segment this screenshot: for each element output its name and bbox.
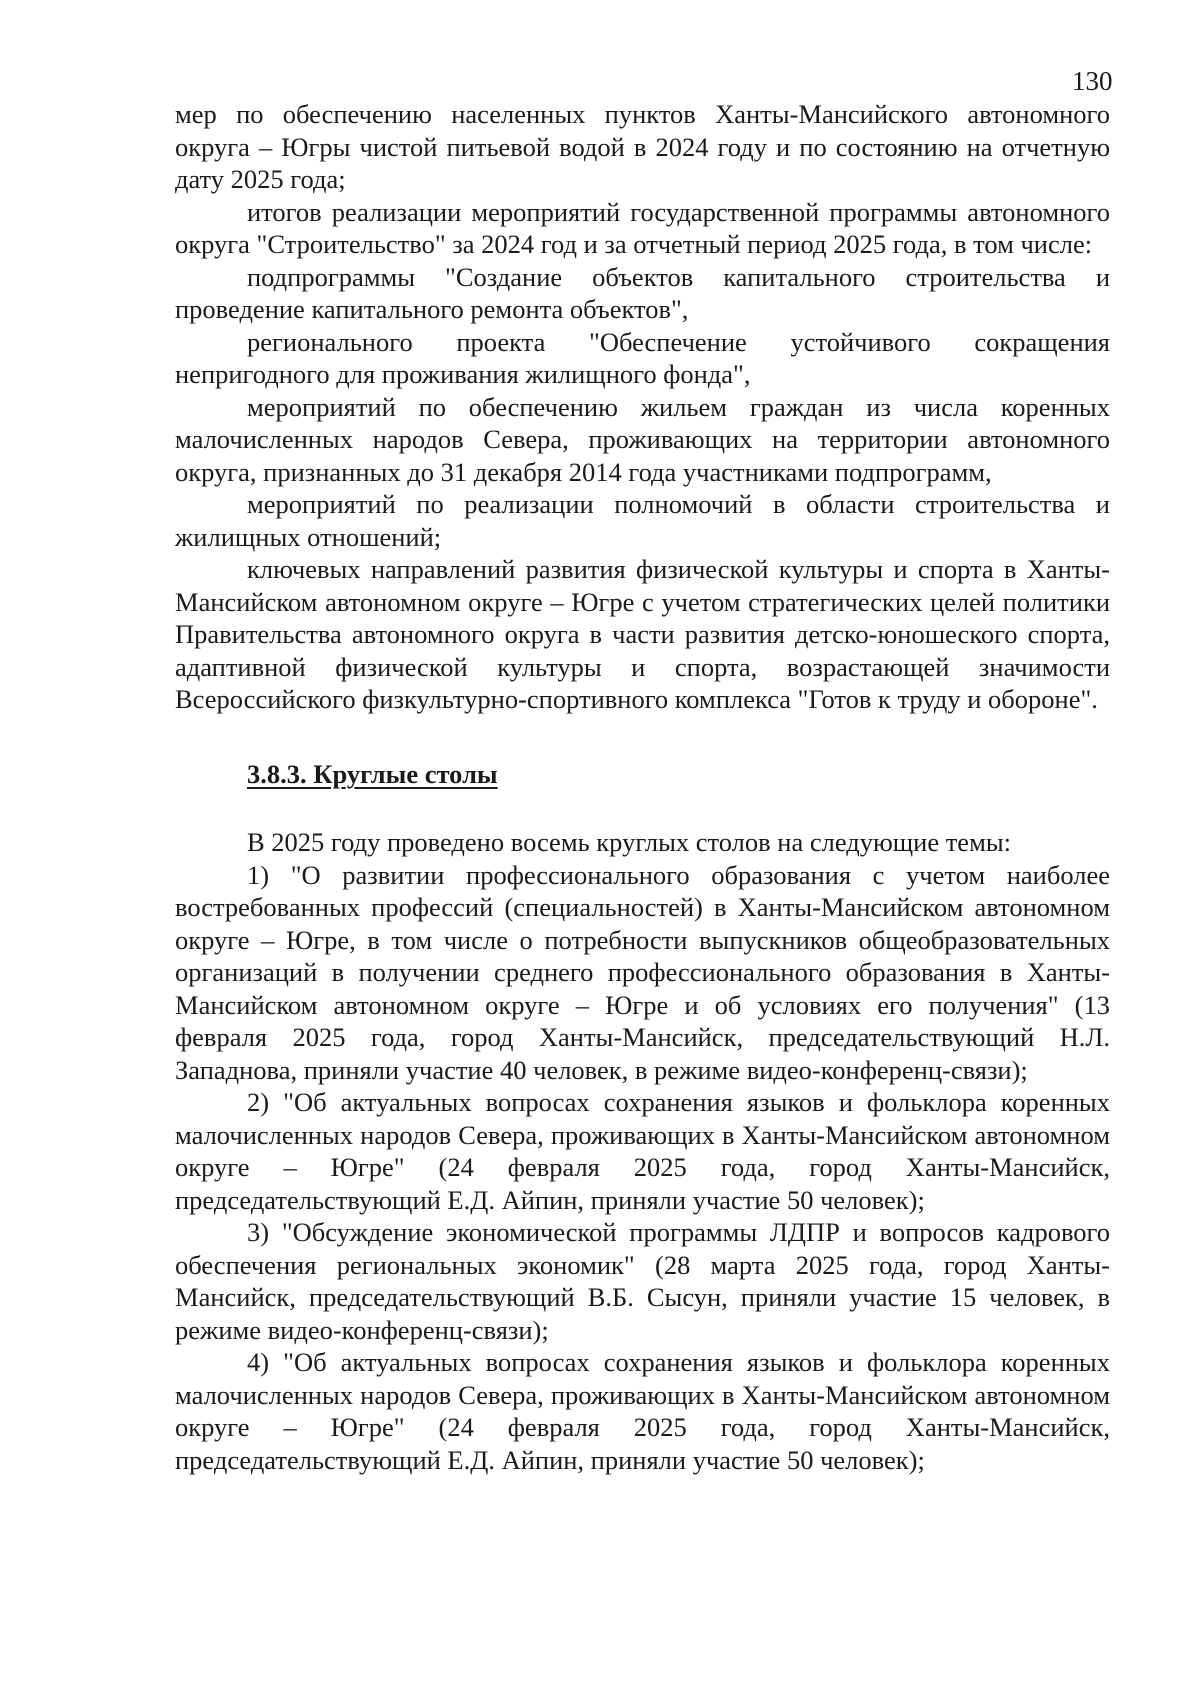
paragraph-construction-powers: мероприятий по реализации полномочий в области строительства и жилищных отношений; — [175, 489, 1110, 552]
list-item: 4) "Об актуальных вопросах сохранения языков и фольклора коренных малочисленных народов Севера, проживающих в Ханты-Мансийском автономном округе – Югре" (24 февраля 2025 года, город Ханты-Мансийск, председательствующий Е.Д. Айпин, приняли участие 50 человек); — [175, 1347, 1110, 1475]
list-item: 2) "Об актуальных вопросах сохранения языков и фольклора коренных малочисленных народов Севера, проживающих в Ханты-Мансийском автономном округе – Югре" (24 февраля 2025 года, город Ханты-Мансийск, председательствующий Е.Д. Айпин, приняли участие 50 человек); — [175, 1087, 1110, 1215]
paragraph-sports: ключевых направлений развития физической культуры и спорта в Ханты-Мансийском автономном округе – Югре с учетом стратегических целей политики Правительства автономного округа в части развития детско-юношеского спорта, адаптивной физической культуры и спорта, возрастающей значимости Всероссийского физкультурно-спортивного комплекса "Готов к труду и обороне". — [175, 554, 1110, 714]
paragraph-water-supply: мер по обеспечению населенных пунктов Ханты-Мансийского автономного округа – Югры чистой питьевой водой в 2024 году и по состоянию на отчетную дату 2025 года; — [175, 99, 1110, 194]
section-heading: 3.8.3. Круглые столы — [247, 758, 498, 789]
list-item: 1) "О развитии профессионального образования с учетом наиболее востребованных профессий (специальностей) в Ханты-Мансийском автономном округе – Югре, в том числе о потребности выпускников общеобразовательных организаций в получении среднего профессионального образования в Ханты-Мансийском автономном округе – Югре и об условиях его получения" (13 февраля 2025 года, город Ханты-Мансийск, председательствующий Н.Л. Западнова, приняли участие 40 человек, в режиме видео-конференц-связи); — [175, 859, 1110, 1085]
page-number: 130 — [1072, 66, 1113, 96]
intro-paragraph: В 2025 году проведено восемь круглых столов на следующие темы: — [247, 827, 1012, 857]
paragraph-construction-program: итогов реализации мероприятий государственной программы автономного округа "Строительство" за 2024 год и за отчетный период 2025 года, в том числе: — [175, 196, 1110, 259]
paragraph-indigenous-housing: мероприятий по обеспечению жильем граждан из числа коренных малочисленных народов Севера, проживающих на территории автономного округа, признанных до 31 декабря 2014 года участниками подпрограмм, — [175, 391, 1110, 487]
list-item: 3) "Обсуждение экономической программы ЛДПР и вопросов кадрового обеспечения региональных экономик" (28 марта 2025 года, город Ханты-Мансийск, председательствующий В.Б. Сысун, приняли участие 15 человек, в режиме видео-конференц-связи); — [175, 1217, 1110, 1345]
document-body — [175, 98, 1110, 1476]
paragraph-regional-project: регионального проекта "Обеспечение устойчивого сокращения непригодного для проживания жилищного фонда", — [175, 326, 1110, 389]
paragraph-subprogram: подпрограммы "Создание объектов капитального строительства и проведение капитального ремонта объектов", — [175, 261, 1110, 324]
